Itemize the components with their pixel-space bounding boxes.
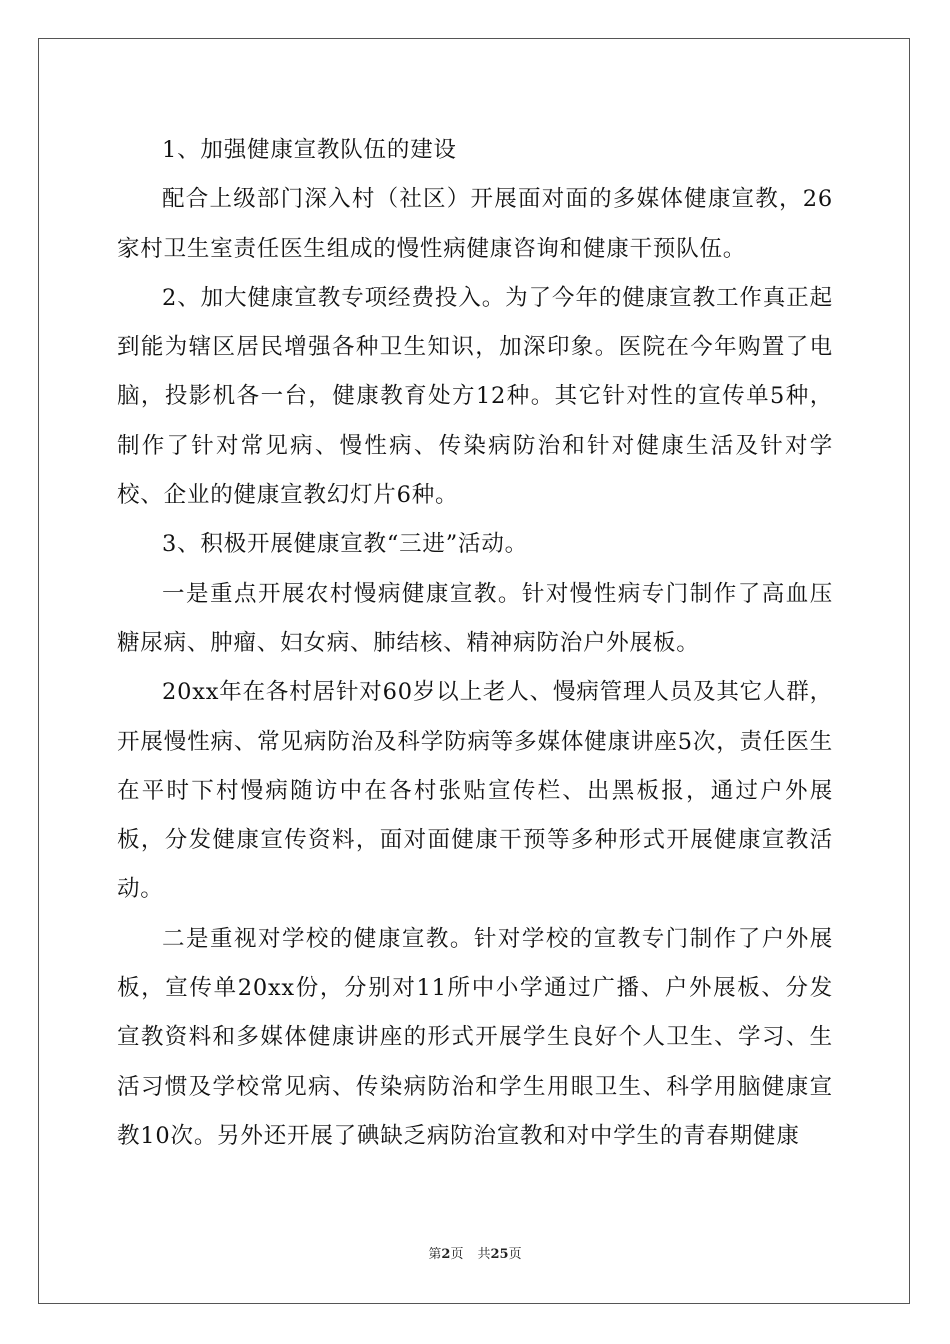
paragraph-2: 配合上级部门深入村（社区）开展面对面的多媒体健康宣教，26家村卫生室责任医生组成的慢性病健康咨询和健康干预队伍。 [117, 186, 833, 262]
page-suffix: 页 [450, 1247, 464, 1262]
page-footer [0, 1247, 950, 1263]
paragraph-6: 20xx年在各村居针对60岁以上老人、慢病管理人员及其它人群，开展慢性病、常见病防治及科学防病等多媒体健康讲座5次，责任医生在平时下村慢病随访中在各村张贴宣传栏、出黑板报，通过户外展板，分发健康宣传资料，面对面健康干预等多种形式开展健康宣教活动。 [117, 679, 833, 903]
total-pages: 25 [490, 1247, 509, 1262]
paragraph-3: 2、加大健康宣教专项经费投入。为了今年的健康宣教工作真正起到能为辖区居民增强各种卫生知识，加深印象。医院在今年购置了电脑，投影机各一台，健康教育处方12种。其它针对性的宣传单5种，制作了针对常见病、慢性病、传染病防治和针对健康生活及针对学校、企业的健康宣教幻灯片6种。 [117, 284, 833, 509]
paragraph-5: 一是重点开展农村慢病健康宣教。针对慢性病专门制作了高血压糖尿病、肿瘤、妇女病、肺结核、精神病防治户外展板。 [117, 580, 833, 656]
page-number: 2 [441, 1247, 451, 1262]
paragraph-7: 二是重视对学校的健康宣教。针对学校的宣教专门制作了户外展板，宣传单20xx份，分别对11所中小学通过广播、户外展板、分发宣教资料和多媒体健康讲座的形式开展学生良好个人卫生、学习、生活习惯及学校常见病、传染病防治和学生用眼卫生、科学用脑健康宣教10次。另外还开展了碘缺乏病防治宣教和对中学生的青春期健康 [117, 925, 833, 1149]
page-prefix: 第 [428, 1247, 442, 1262]
total-suffix: 页 [508, 1247, 522, 1262]
paragraph-1: 1、加强健康宣教队伍的建设 [162, 137, 457, 163]
total-prefix: 共 [477, 1247, 491, 1262]
paragraph-4: 3、积极开展健康宣教“三进”活动。 [162, 531, 528, 558]
document-body [117, 126, 833, 1161]
